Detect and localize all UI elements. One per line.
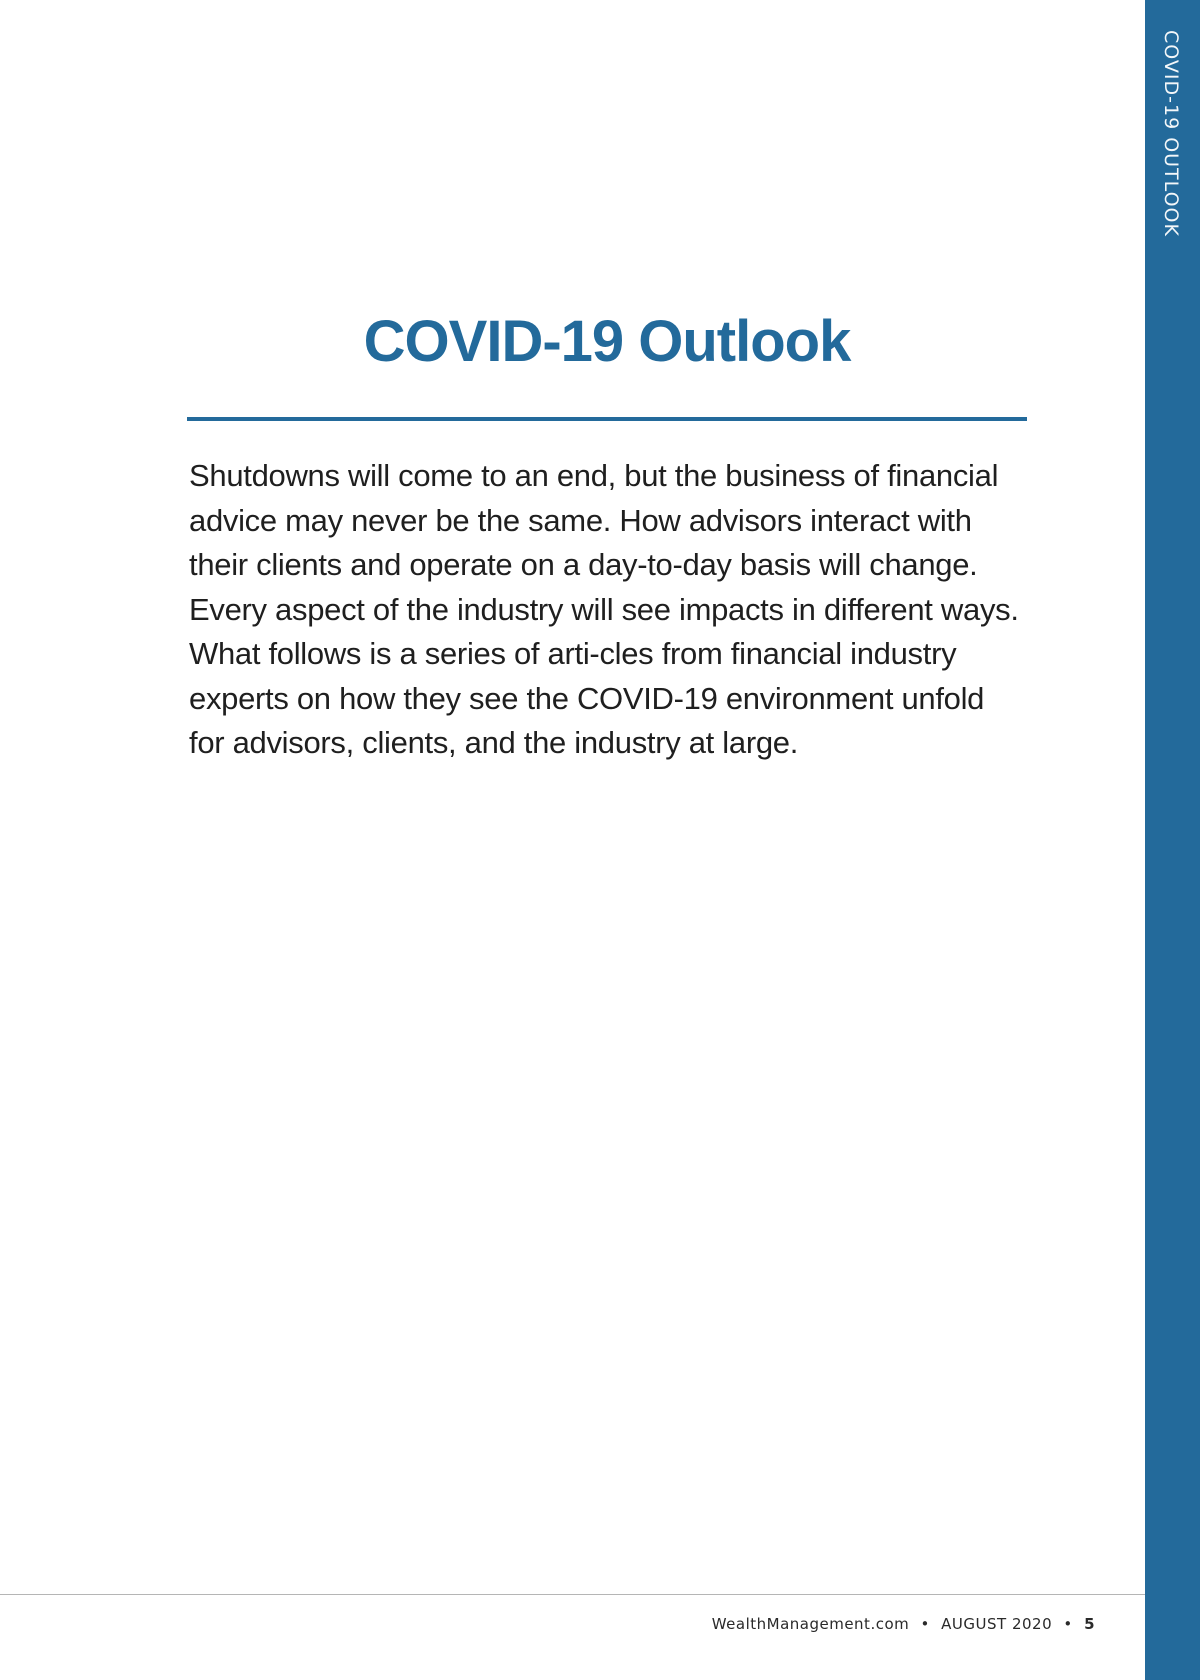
title-divider — [187, 417, 1027, 421]
footer-separator: • — [920, 1615, 930, 1633]
page-number: 5 — [1084, 1615, 1095, 1633]
footer-site-link[interactable]: WealthManagement.com — [711, 1615, 910, 1633]
page-title: COVID-19 Outlook — [363, 309, 851, 374]
footer-divider — [0, 1594, 1145, 1595]
intro-paragraph: Shutdowns will come to an end, but the business of financial advice may never be the same. How advisors interact with their clients and operate on a day-to-day basis will change. Every aspect of the industry will see impacts in different ways. What follows is a series of arti-cles from financial industry experts on how they see the COVID-19 environment unfold for advisors, clients, and the industry at large. — [189, 458, 1019, 760]
side-band — [1145, 0, 1200, 1680]
section-tab-label: COVID-19 OUTLOOK — [1160, 30, 1182, 237]
footer-separator: • — [1063, 1615, 1073, 1633]
footer-issue-date: AUGUST 2020 — [941, 1615, 1053, 1633]
page-footer — [712, 1615, 1095, 1633]
